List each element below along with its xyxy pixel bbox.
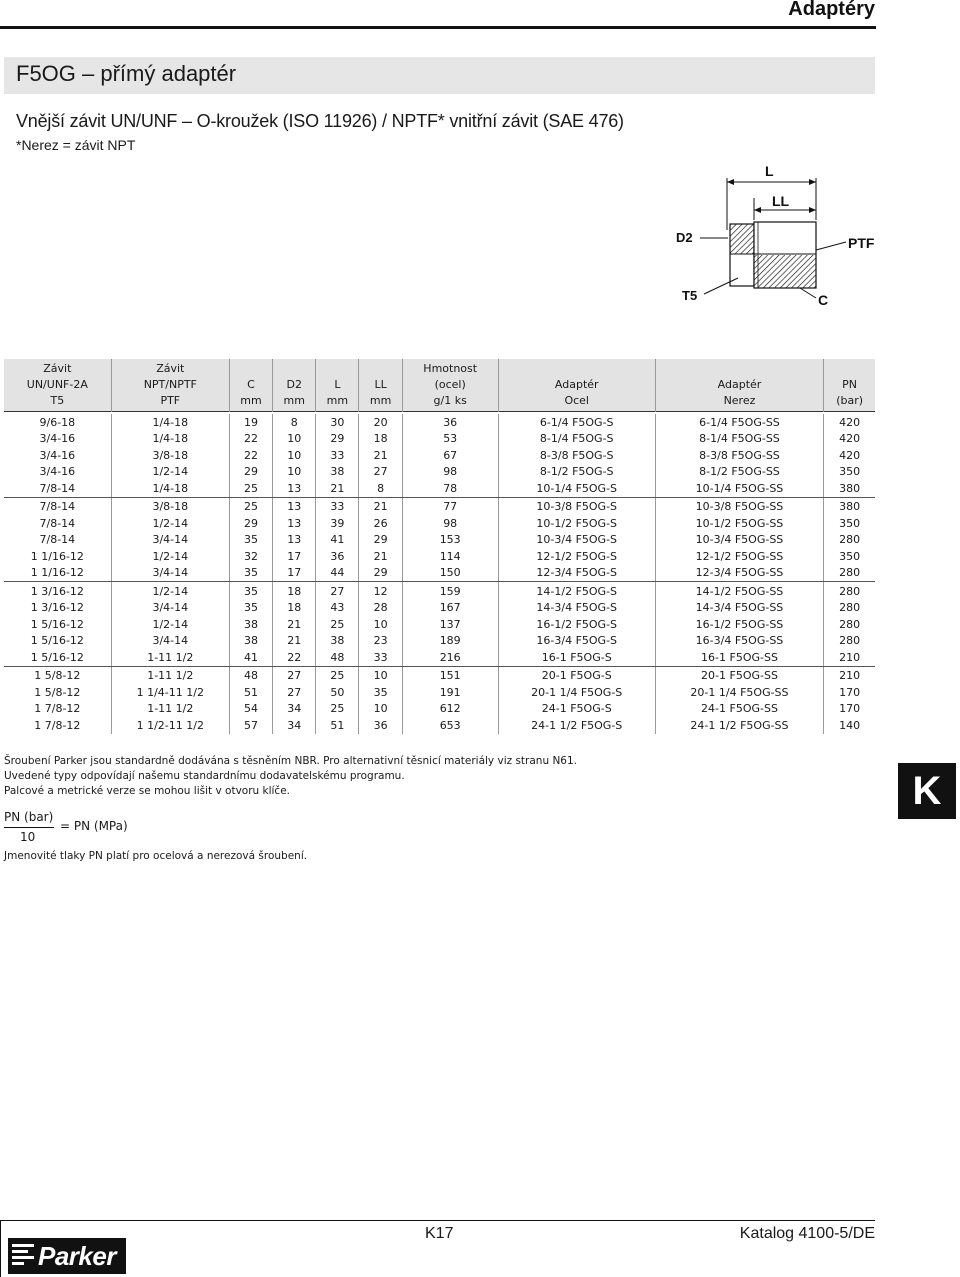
table-row xyxy=(4,431,875,448)
table-cell: 35 xyxy=(229,532,272,549)
table-cell: 1 1/2-11 1/2 xyxy=(111,717,229,734)
table-cell: 24-1 1/2 F5OG-SS xyxy=(655,717,823,734)
header-line: (ocel) xyxy=(434,378,466,391)
header-line: Ocel xyxy=(564,394,589,407)
table-cell: 7/8-14 xyxy=(39,533,76,547)
header-line: UN/UNF-2A xyxy=(26,378,88,391)
column-header xyxy=(229,359,272,412)
table-body xyxy=(4,412,875,734)
column-header xyxy=(498,359,655,412)
table-row xyxy=(4,701,875,718)
table-cell: 216 xyxy=(402,649,498,666)
table-row xyxy=(4,616,875,633)
formula-denominator: 10 xyxy=(20,830,36,844)
material-note: *Nerez = závit NPT xyxy=(16,137,136,153)
table-cell: 1/2-14 xyxy=(111,464,229,481)
table-cell: 27 xyxy=(359,464,402,481)
table-row xyxy=(4,497,875,515)
table-cell: 21 xyxy=(359,497,402,515)
table-cell: 1 1/16-12 xyxy=(4,565,111,582)
page-number: K17 xyxy=(425,1225,454,1242)
table-cell: 13 xyxy=(273,497,316,515)
column-header xyxy=(4,359,111,412)
table-cell: 34 xyxy=(273,701,316,718)
table-cell: 153 xyxy=(402,532,498,549)
table-cell: 1-11 1/2 xyxy=(111,666,229,684)
table-cell: 420 xyxy=(824,431,875,448)
table-cell: 29 xyxy=(229,464,272,481)
header-line: mm xyxy=(326,394,349,407)
table-cell: 3/4-14 xyxy=(111,600,229,617)
table-cell: 8-1/2 F5OG-SS xyxy=(655,464,823,481)
table-cell: 1 7/8-12 xyxy=(34,702,81,716)
table-cell: 23 xyxy=(359,633,402,650)
table-row xyxy=(4,666,875,684)
table-cell: 1/4-18 xyxy=(111,414,229,431)
column-header xyxy=(824,359,875,412)
table-cell: 10-1/2 F5OG-S xyxy=(498,515,655,532)
header-line: NPT/NPTF xyxy=(143,378,197,391)
header-rule xyxy=(0,26,876,29)
header-line: PN xyxy=(842,378,858,391)
header-line xyxy=(361,361,399,377)
table-cell: 12-3/4 F5OG-SS xyxy=(655,565,823,582)
table-cell: 170 xyxy=(824,684,875,701)
table-cell: 10 xyxy=(359,666,402,684)
table-cell: 8 xyxy=(273,414,316,431)
table-cell: 10-1/4 F5OG-S xyxy=(498,480,655,497)
header-line: Nerez xyxy=(723,394,756,407)
table-cell: 280 xyxy=(824,565,875,582)
table-cell: 20-1 F5OG-SS xyxy=(655,666,823,684)
table-cell: 1 5/16-12 xyxy=(4,649,111,666)
header-line: mm xyxy=(283,394,305,407)
table-cell: 14-3/4 F5OG-SS xyxy=(655,600,823,617)
table-cell: 98 xyxy=(402,464,498,481)
table-cell: 280 xyxy=(824,616,875,633)
table-cell: 8 xyxy=(359,480,402,497)
header-line: LL xyxy=(374,378,387,391)
table-cell: 26 xyxy=(359,515,402,532)
table-cell: 1/2-14 xyxy=(111,515,229,532)
table-row xyxy=(4,633,875,650)
table-cell: 16-1 F5OG-S xyxy=(498,649,655,666)
table-cell: 48 xyxy=(316,649,359,666)
table-cell: 14-1/2 F5OG-S xyxy=(498,582,655,600)
table-cell: 350 xyxy=(824,548,875,565)
footnotes xyxy=(4,754,577,799)
table-cell: 191 xyxy=(402,684,498,701)
table-row xyxy=(4,447,875,464)
table-row xyxy=(4,464,875,481)
footer-rule xyxy=(0,1220,875,1221)
header-line: D2 xyxy=(286,378,302,391)
table-cell: 21 xyxy=(273,616,316,633)
table-cell: 3/4-14 xyxy=(111,532,229,549)
fraction-bar xyxy=(4,827,54,828)
header-line: C xyxy=(247,378,255,391)
header-line: PTF xyxy=(160,394,181,407)
header-line: Adaptér xyxy=(717,378,762,391)
formula-result: = PN (MPa) xyxy=(60,819,128,833)
table-cell: 25 xyxy=(229,480,272,497)
table-cell: 210 xyxy=(824,649,875,666)
table-row xyxy=(4,414,875,431)
section-title: Adaptéry xyxy=(788,0,875,20)
header-line: Hmotnost xyxy=(423,362,478,375)
table-row xyxy=(4,532,875,549)
table-cell: 3/4-16 xyxy=(39,432,76,446)
section-tab-k: K xyxy=(898,763,956,819)
table-cell: 8-3/8 F5OG-S xyxy=(498,447,655,464)
table-cell: 18 xyxy=(273,600,316,617)
table-cell: 24-1 1/2 F5OG-S xyxy=(498,717,655,734)
table-cell: 67 xyxy=(402,447,498,464)
header-line: T5 xyxy=(50,394,65,407)
table-cell: 54 xyxy=(229,701,272,718)
table-cell: 1-11 1/2 xyxy=(111,701,229,718)
parker-logo xyxy=(8,1238,126,1274)
header-line: g/1 ks xyxy=(433,394,467,407)
footnote: Uvedené typy odpovídají našemu standardnímu dodavatelskému programu. xyxy=(4,770,405,782)
table-cell: 13 xyxy=(273,532,316,549)
label-PTF: PTF xyxy=(848,235,875,251)
table-cell: 53 xyxy=(402,431,498,448)
table-cell: 9/6-18 xyxy=(39,415,76,429)
table-cell: 44 xyxy=(316,565,359,582)
header-line xyxy=(232,361,270,377)
table-cell: 35 xyxy=(359,684,402,701)
table-cell: 1/4-18 xyxy=(111,480,229,497)
table-cell: 36 xyxy=(359,717,402,734)
table-cell: 3/4-16 xyxy=(39,448,76,462)
column-header xyxy=(359,359,402,412)
table-cell: 10-3/8 F5OG-S xyxy=(498,497,655,515)
table-cell: 13 xyxy=(273,480,316,497)
header-line: L xyxy=(334,378,341,391)
table-cell: 20-1 1/4 F5OG-S xyxy=(498,684,655,701)
table-cell: 33 xyxy=(316,497,359,515)
table-cell: 1/4-18 xyxy=(111,431,229,448)
table-cell: 27 xyxy=(273,684,316,701)
table-cell: 7/8-14 xyxy=(39,516,76,530)
table-cell: 14-1/2 F5OG-SS xyxy=(655,582,823,600)
table-cell: 12-1/2 F5OG-S xyxy=(498,548,655,565)
table-cell: 21 xyxy=(359,548,402,565)
table-cell: 20-1 1/4 F5OG-SS xyxy=(655,684,823,701)
table-cell: 114 xyxy=(402,548,498,565)
table-cell: 16-1 F5OG-SS xyxy=(655,649,823,666)
table-cell: 1 1/16-12 xyxy=(30,549,84,563)
table-cell: 10 xyxy=(273,447,316,464)
table-cell: 10 xyxy=(273,431,316,448)
table-cell: 280 xyxy=(824,633,875,650)
logo-text: Parker xyxy=(38,1241,116,1271)
table-cell: 18 xyxy=(273,582,316,600)
table-cell: 16-1/2 F5OG-S xyxy=(498,616,655,633)
table-cell: 167 xyxy=(402,600,498,617)
table-cell: 48 xyxy=(229,666,272,684)
label-T5: T5 xyxy=(682,288,698,303)
table-row xyxy=(4,582,875,600)
table-cell: 98 xyxy=(402,515,498,532)
table-cell: 280 xyxy=(824,582,875,600)
table-cell: 18 xyxy=(359,431,402,448)
table-cell: 280 xyxy=(824,600,875,617)
table-cell: 41 xyxy=(229,649,272,666)
table-cell: 51 xyxy=(316,717,359,734)
table-cell: 19 xyxy=(229,414,272,431)
table-row xyxy=(4,548,875,565)
table-cell: 16-3/4 F5OG-SS xyxy=(655,633,823,650)
footnote: Šroubení Parker jsou standardně dodávána s těsněním NBR. Pro alternativní těsnicí materiály viz stranu N61. xyxy=(4,755,577,767)
table-row xyxy=(4,565,875,582)
table-cell: 420 xyxy=(824,414,875,431)
table-cell: 1 1/4-11 1/2 xyxy=(111,684,229,701)
table-cell: 380 xyxy=(824,497,875,515)
label-D2: D2 xyxy=(676,230,693,245)
table-cell: 27 xyxy=(273,666,316,684)
table-cell: 12 xyxy=(359,582,402,600)
table-cell: 3/4-16 xyxy=(39,465,76,479)
table-cell: 8-1/4 F5OG-SS xyxy=(655,431,823,448)
table-cell: 25 xyxy=(316,616,359,633)
table-cell: 24-1 F5OG-SS xyxy=(655,701,823,718)
table-cell: 10-3/4 F5OG-S xyxy=(498,532,655,549)
header-line: (bar) xyxy=(836,394,864,407)
table-cell: 21 xyxy=(316,480,359,497)
table-cell: 33 xyxy=(316,447,359,464)
table-cell: 8-3/8 F5OG-SS xyxy=(655,447,823,464)
table-cell: 10-3/8 F5OG-SS xyxy=(655,497,823,515)
table-cell: 3/4-14 xyxy=(111,633,229,650)
table-cell: 21 xyxy=(359,447,402,464)
table-cell: 25 xyxy=(316,701,359,718)
table-cell: 21 xyxy=(273,633,316,650)
table-cell: 189 xyxy=(402,633,498,650)
table-cell: 20-1 F5OG-S xyxy=(498,666,655,684)
table-cell: 29 xyxy=(359,565,402,582)
table-row xyxy=(4,649,875,666)
table-cell: 29 xyxy=(359,532,402,549)
table-cell: 22 xyxy=(229,431,272,448)
table-cell: 13 xyxy=(273,515,316,532)
table-cell: 35 xyxy=(229,600,272,617)
table-cell: 32 xyxy=(229,548,272,565)
table-cell: 38 xyxy=(229,633,272,650)
table-cell: 1/2-14 xyxy=(111,616,229,633)
table-cell: 10-1/2 F5OG-SS xyxy=(655,515,823,532)
table-cell: 3/8-18 xyxy=(111,447,229,464)
table-cell: 280 xyxy=(824,532,875,549)
table-cell: 1 3/16-12 xyxy=(30,601,84,615)
header-line: mm xyxy=(240,394,262,407)
table-cell: 1 3/16-12 xyxy=(30,584,84,598)
table-row xyxy=(4,684,875,701)
table-cell: 150 xyxy=(402,565,498,582)
table-cell: 10 xyxy=(359,616,402,633)
footnote: Palcové a metrické verze se mohou lišit v otvoru klíče. xyxy=(4,785,291,797)
page-title: F5OG – přímý adaptér xyxy=(16,61,237,86)
column-header xyxy=(402,359,498,412)
table-cell: 12-3/4 F5OG-S xyxy=(498,565,655,582)
title-band xyxy=(4,57,875,94)
table-cell: 38 xyxy=(316,633,359,650)
table-cell: 170 xyxy=(824,701,875,718)
table-header-row xyxy=(4,359,875,412)
table-cell: 36 xyxy=(316,548,359,565)
table-cell: 137 xyxy=(402,616,498,633)
table-cell: 7/8-14 xyxy=(39,500,76,514)
table-cell: 27 xyxy=(316,582,359,600)
table-cell: 1-11 1/2 xyxy=(111,649,229,666)
table-cell: 34 xyxy=(273,717,316,734)
table-cell: 210 xyxy=(824,666,875,684)
table-cell: 350 xyxy=(824,464,875,481)
table-cell: 10-1/4 F5OG-SS xyxy=(655,480,823,497)
table-cell: 8-1/4 F5OG-S xyxy=(498,431,655,448)
table-cell: 25 xyxy=(316,666,359,684)
column-header xyxy=(273,359,316,412)
table-cell: 14-3/4 F5OG-S xyxy=(498,600,655,617)
table-cell: 10 xyxy=(359,701,402,718)
table-cell: 50 xyxy=(316,684,359,701)
table-cell: 6-1/4 F5OG-SS xyxy=(655,414,823,431)
table-cell: 653 xyxy=(402,717,498,734)
header-line: Závit xyxy=(156,362,185,375)
label-L: L xyxy=(765,163,774,179)
subtitle: Vnější závit UN/UNF – O-kroužek (ISO 11926) / NPTF* vnitřní závit (SAE 476) xyxy=(16,111,624,131)
table-cell: 35 xyxy=(229,565,272,582)
header-line xyxy=(658,361,821,377)
pn-note: Jmenovité tlaky PN platí pro ocelová a nerezová šroubení. xyxy=(4,850,308,862)
table-cell: 25 xyxy=(229,497,272,515)
table-cell: 1 5/16-12 xyxy=(30,634,84,648)
table-cell: 151 xyxy=(402,666,498,684)
table-cell: 1/2-14 xyxy=(111,548,229,565)
header-line xyxy=(275,361,313,377)
table-cell: 38 xyxy=(316,464,359,481)
table-cell: 1 5/16-12 xyxy=(30,617,84,631)
table-cell: 16-3/4 F5OG-S xyxy=(498,633,655,650)
table-cell: 612 xyxy=(402,701,498,718)
table-cell: 16-1/2 F5OG-SS xyxy=(655,616,823,633)
table-cell: 38 xyxy=(229,616,272,633)
table-cell: 24-1 F5OG-S xyxy=(498,701,655,718)
table-cell: 22 xyxy=(273,649,316,666)
table-cell: 35 xyxy=(229,582,272,600)
label-LL: LL xyxy=(772,193,790,209)
footer-divider xyxy=(0,1220,1,1277)
table-cell: 10-3/4 F5OG-SS xyxy=(655,532,823,549)
table-cell: 12-1/2 F5OG-SS xyxy=(655,548,823,565)
header-line xyxy=(501,361,653,377)
table-cell: 29 xyxy=(229,515,272,532)
table-cell: 33 xyxy=(359,649,402,666)
table-cell: 159 xyxy=(402,582,498,600)
table-cell: 1 7/8-12 xyxy=(34,718,81,732)
table-cell: 20 xyxy=(359,414,402,431)
table-cell: 140 xyxy=(824,717,875,734)
table-cell: 41 xyxy=(316,532,359,549)
table-cell: 77 xyxy=(402,497,498,515)
table-row xyxy=(4,515,875,532)
label-C: C xyxy=(818,292,829,308)
table-cell: 22 xyxy=(229,447,272,464)
table-cell: 420 xyxy=(824,447,875,464)
column-header xyxy=(111,359,229,412)
table-cell: 36 xyxy=(402,414,498,431)
table-cell: 8-1/2 F5OG-S xyxy=(498,464,655,481)
table-cell: 29 xyxy=(316,431,359,448)
table-row xyxy=(4,480,875,497)
table-cell: 17 xyxy=(273,548,316,565)
table-cell: 1 5/8-12 xyxy=(34,669,81,683)
spec-table xyxy=(4,359,875,734)
table-cell: 17 xyxy=(273,565,316,582)
parker-logo-mark-icon xyxy=(12,1244,34,1268)
header-line: Závit xyxy=(43,362,72,375)
table-cell: 78 xyxy=(402,480,498,497)
header-line xyxy=(318,361,356,377)
table-cell: 57 xyxy=(229,717,272,734)
table-cell: 3/4-14 xyxy=(111,565,229,582)
table-row xyxy=(4,600,875,617)
table-row xyxy=(4,717,875,734)
formula-numerator: PN (bar) xyxy=(4,810,54,824)
table-cell: 1/2-14 xyxy=(111,582,229,600)
table-cell: 28 xyxy=(359,600,402,617)
table-cell: 3/8-18 xyxy=(111,497,229,515)
header-line: mm xyxy=(369,394,392,407)
header-line xyxy=(826,361,873,377)
table-cell: 7/8-14 xyxy=(4,480,111,497)
table-cell: 6-1/4 F5OG-S xyxy=(498,414,655,431)
catalog-label: Katalog 4100-5/DE xyxy=(739,1225,875,1242)
table-cell: 51 xyxy=(229,684,272,701)
header-line: Adaptér xyxy=(554,378,599,391)
table-cell: 350 xyxy=(824,515,875,532)
adapter-diagram xyxy=(670,160,880,310)
table-cell: 39 xyxy=(316,515,359,532)
table-cell: 10 xyxy=(273,464,316,481)
column-header xyxy=(316,359,359,412)
table-cell: 43 xyxy=(316,600,359,617)
table-cell: 30 xyxy=(316,414,359,431)
column-header xyxy=(655,359,823,412)
table-cell: 1 5/8-12 xyxy=(34,685,81,699)
table-cell: 380 xyxy=(824,480,875,497)
